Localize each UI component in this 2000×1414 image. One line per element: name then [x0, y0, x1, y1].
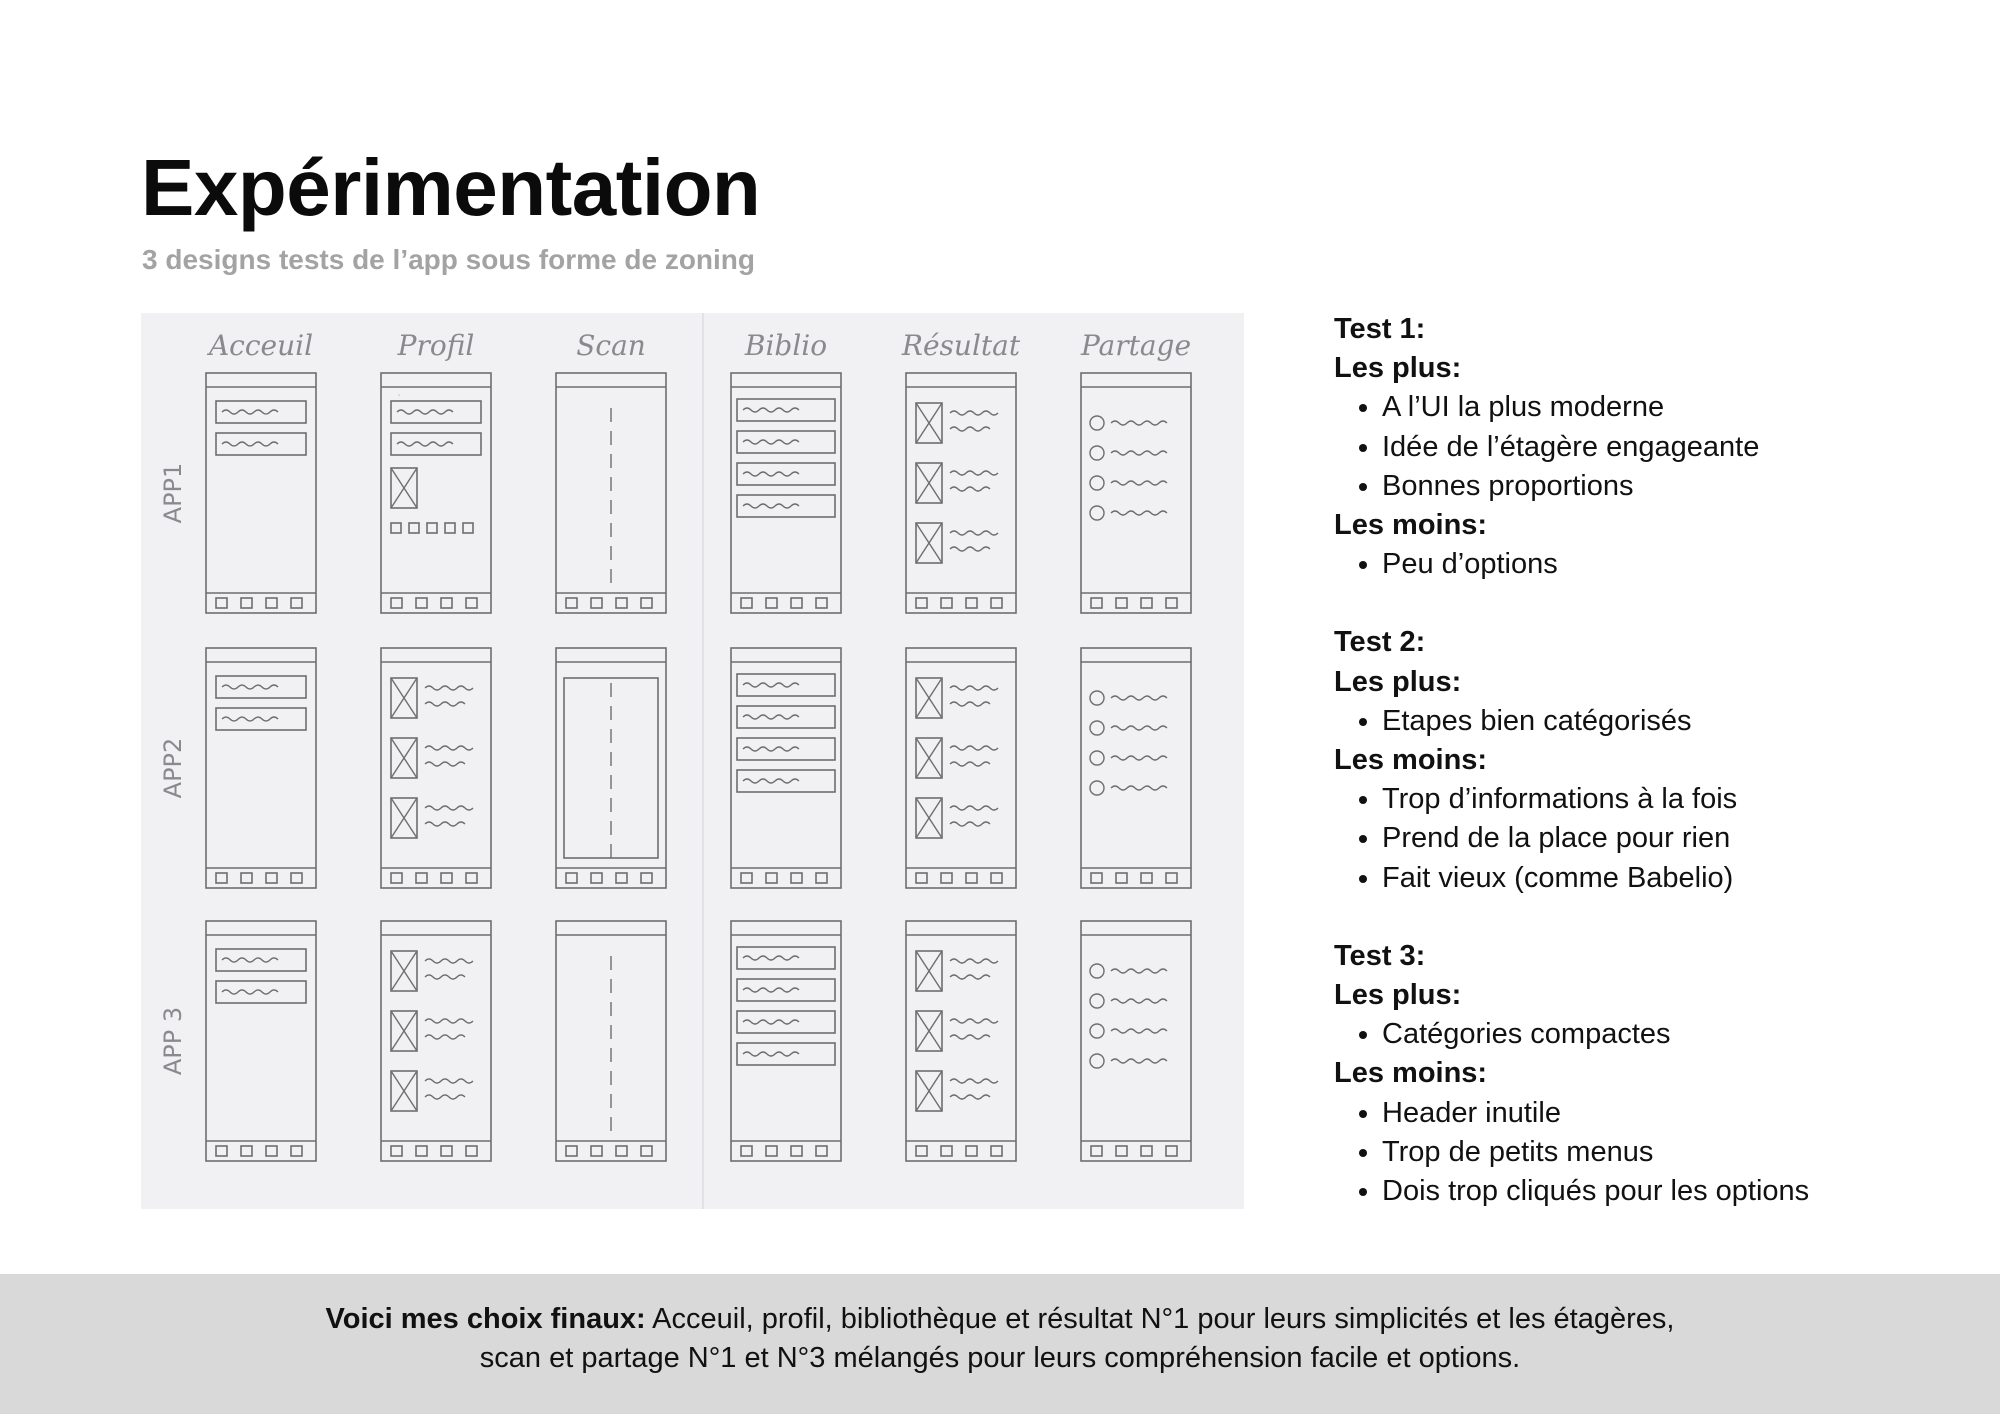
nav-icon-box	[966, 873, 977, 883]
phone-frame	[731, 648, 841, 888]
minus-heading: Les moins:	[1334, 509, 1488, 542]
sketch-scribble	[950, 686, 998, 690]
sketch-scribble	[425, 806, 473, 810]
test-notes	[1334, 310, 1934, 1250]
sketch-scribble	[950, 975, 990, 979]
nav-icon-box	[941, 873, 952, 883]
sketch-scribble	[950, 1095, 990, 1099]
small-button-box	[391, 523, 401, 533]
sketch-scribble	[950, 487, 990, 491]
minus-list	[1334, 545, 1934, 584]
nav-icon-box	[291, 873, 302, 883]
list-item: • Trop de petits menus	[1382, 1133, 1934, 1172]
sketch-scribble	[950, 411, 998, 415]
sketch-scribble	[1111, 481, 1167, 485]
plus-heading: Les plus:	[1334, 979, 1462, 1012]
nav-icon-box	[441, 598, 452, 608]
list-item: • Catégories compactes	[1382, 1015, 1934, 1054]
phone-frame	[1081, 648, 1191, 888]
sketch-scribble	[743, 988, 799, 992]
nav-icon-box	[916, 598, 927, 608]
sketch-scribble	[1111, 451, 1167, 455]
plus-heading: Les plus:	[1334, 665, 1462, 698]
sketch-scribble	[1111, 786, 1167, 790]
nav-icon-box	[766, 598, 777, 608]
sketch-scribble	[425, 746, 473, 750]
list-item: • Trop d’informations à la fois	[1382, 780, 1934, 819]
nav-icon-box	[566, 873, 577, 883]
footer-line-1-text: Acceuil, profil, bibliothèque et résultat N°1 pour leurs simplicités et les étagères,	[645, 1303, 1675, 1335]
sketch-scribble	[222, 958, 278, 962]
nav-icon-box	[216, 1146, 227, 1156]
sketch-circle	[1090, 506, 1104, 520]
nav-icon-box	[1141, 1146, 1152, 1156]
nav-icon-box	[391, 873, 402, 883]
sketch-scribble	[1111, 969, 1167, 973]
plus-list	[1334, 1015, 1934, 1054]
phone-frame	[381, 373, 491, 613]
nav-icon-box	[1141, 873, 1152, 883]
sketch-scribble	[950, 1079, 998, 1083]
sketch-scribble	[425, 1035, 465, 1039]
sketch-scribble	[950, 746, 998, 750]
screen-label: Profil	[397, 329, 475, 362]
nav-icon-box	[1116, 873, 1127, 883]
sketch-scribble	[950, 822, 990, 826]
screen-label: Partage	[1080, 329, 1192, 362]
screen-label: Acceuil	[208, 329, 314, 362]
sketch-scribble	[1111, 999, 1167, 1003]
nav-icon-box	[741, 1146, 752, 1156]
zoning-sketch-photo	[141, 313, 1244, 1209]
sketch-drawing	[141, 313, 1244, 1209]
nav-icon-box	[816, 1146, 827, 1156]
nav-icon-box	[941, 598, 952, 608]
nav-icon-box	[1166, 873, 1177, 883]
sketch-circle	[1090, 416, 1104, 430]
sketch-scribble	[1111, 1029, 1167, 1033]
sketch-scribble	[425, 702, 465, 706]
sketch-scribble	[425, 686, 473, 690]
nav-icon-box	[616, 873, 627, 883]
sketch-scribble	[950, 1019, 998, 1023]
nav-icon-box	[766, 873, 777, 883]
footer-line-1	[0, 1300, 2000, 1339]
test-title: Test 1:	[1334, 313, 1426, 345]
nav-icon-box	[1116, 598, 1127, 608]
sketch-scribble	[425, 975, 465, 979]
minus-heading: Les moins:	[1334, 1057, 1488, 1090]
list-item: • Peu d’options	[1382, 545, 1934, 584]
nav-icon-box	[591, 873, 602, 883]
app-row-label: APP1	[159, 462, 187, 524]
test-title: Test 2:	[1334, 626, 1426, 659]
sketch-scribble	[743, 956, 799, 960]
plus-list	[1334, 388, 1934, 506]
nav-icon-box	[591, 598, 602, 608]
sketch-circle	[1090, 994, 1104, 1008]
app-row-label: APP2	[159, 737, 187, 799]
nav-icon-box	[1166, 598, 1177, 608]
nav-icon-box	[641, 873, 652, 883]
small-button-box	[409, 523, 419, 533]
nav-icon-box	[791, 1146, 802, 1156]
nav-icon-box	[391, 598, 402, 608]
sketch-scribble	[397, 442, 453, 446]
minus-list	[1334, 780, 1934, 898]
sketch-circle	[1090, 476, 1104, 490]
nav-icon-box	[991, 873, 1002, 883]
sketch-scribble	[950, 702, 990, 706]
sketch-scribble	[1111, 696, 1167, 700]
list-item: • Idée de l’étagère engageante	[1382, 428, 1934, 467]
nav-icon-box	[466, 1146, 477, 1156]
sketch-scribble	[222, 410, 278, 414]
nav-icon-box	[791, 873, 802, 883]
nav-icon-box	[291, 598, 302, 608]
footer-conclusion	[0, 1300, 2000, 1378]
phone-frame	[1081, 373, 1191, 613]
list-item: • Fait vieux (comme Babelio)	[1382, 859, 1934, 898]
sketch-scribble	[425, 822, 465, 826]
screen-label: Biblio	[744, 329, 828, 362]
test-title: Test 3:	[1334, 939, 1426, 972]
test-3-notes	[1334, 937, 1934, 1211]
nav-icon-box	[1091, 873, 1102, 883]
phone-frame	[731, 373, 841, 613]
sketch-scribble	[1111, 511, 1167, 515]
list-item: • Prend de la place pour rien	[1382, 819, 1934, 858]
sketch-scribble	[425, 1079, 473, 1083]
sketch-scribble	[222, 442, 278, 446]
nav-icon-box	[416, 873, 427, 883]
minus-heading: Les moins:	[1334, 744, 1488, 777]
nav-icon-box	[816, 598, 827, 608]
nav-icon-box	[791, 598, 802, 608]
nav-icon-box	[216, 873, 227, 883]
nav-icon-box	[816, 873, 827, 883]
sketch-scribble	[397, 410, 453, 414]
nav-icon-box	[616, 1146, 627, 1156]
list-item: • Bonnes proportions	[1382, 467, 1934, 506]
nav-icon-box	[216, 598, 227, 608]
phone-frame	[1081, 921, 1191, 1161]
nav-icon-box	[916, 873, 927, 883]
sketch-scribble	[950, 427, 990, 431]
small-button-box	[463, 523, 473, 533]
nav-icon-box	[741, 873, 752, 883]
nav-icon-box	[641, 1146, 652, 1156]
nav-icon-box	[641, 598, 652, 608]
small-button-box	[427, 523, 437, 533]
sketch-circle	[1090, 781, 1104, 795]
nav-icon-box	[941, 1146, 952, 1156]
sketch-circle	[1090, 691, 1104, 705]
nav-icon-box	[241, 873, 252, 883]
nav-icon-box	[591, 1146, 602, 1156]
nav-icon-box	[966, 598, 977, 608]
nav-icon-box	[616, 598, 627, 608]
nav-icon-box	[466, 873, 477, 883]
sketch-scribble	[743, 715, 799, 719]
sketch-circle	[1090, 751, 1104, 765]
nav-icon-box	[241, 598, 252, 608]
sketch-circle	[1090, 446, 1104, 460]
sketch-scribble	[425, 762, 465, 766]
sketch-scribble	[743, 472, 799, 476]
nav-icon-box	[441, 1146, 452, 1156]
sketch-scribble	[222, 717, 278, 721]
screen-label: Résultat	[901, 329, 1021, 362]
nav-icon-box	[1141, 598, 1152, 608]
sketch-scribble	[1111, 1059, 1167, 1063]
nav-icon-box	[266, 1146, 277, 1156]
list-item: • Dois trop cliqués pour les options	[1382, 1172, 1934, 1211]
sketch-scribble	[950, 471, 998, 475]
page-title: Expérimentation	[141, 143, 761, 232]
sketch-scribble	[425, 959, 473, 963]
nav-icon-box	[566, 598, 577, 608]
list-item: • Etapes bien catégorisés	[1382, 702, 1934, 741]
nav-icon-box	[991, 1146, 1002, 1156]
nav-icon-box	[266, 873, 277, 883]
sketch-scribble	[1111, 726, 1167, 730]
sketch-scribble	[743, 440, 799, 444]
sketch-scribble	[425, 1095, 465, 1099]
phone-frame	[206, 373, 316, 613]
sketch-scribble	[425, 1019, 473, 1023]
app-row-label: APP 3	[159, 1006, 187, 1076]
sketch-scribble	[950, 531, 998, 535]
sketch-scribble	[743, 747, 799, 751]
nav-icon-box	[291, 1146, 302, 1156]
sketch-scribble	[743, 1052, 799, 1056]
footer-lead: Voici mes choix finaux:	[325, 1303, 646, 1335]
sketch-circle	[1090, 1024, 1104, 1038]
nav-icon-box	[266, 598, 277, 608]
nav-icon-box	[991, 598, 1002, 608]
sketch-scribble	[222, 685, 278, 689]
sketch-circle	[1090, 721, 1104, 735]
sketch-scribble	[1111, 756, 1167, 760]
nav-icon-box	[766, 1146, 777, 1156]
page-subtitle: 3 designs tests de l’app sous forme de zoning	[142, 244, 756, 275]
plus-heading: Les plus:	[1334, 352, 1462, 385]
phone-frame	[206, 921, 316, 1161]
sketch-scribble	[743, 1020, 799, 1024]
sketch-circle	[1090, 964, 1104, 978]
sketch-scribble	[950, 959, 998, 963]
nav-icon-box	[566, 1146, 577, 1156]
nav-icon-box	[1116, 1146, 1127, 1156]
nav-icon-box	[241, 1146, 252, 1156]
small-button-box	[445, 523, 455, 533]
sketch-scribble	[743, 779, 799, 783]
sketch-circle	[1090, 1054, 1104, 1068]
sketch-scribble	[743, 683, 799, 687]
list-item: • Header inutile	[1382, 1094, 1934, 1133]
nav-icon-box	[466, 598, 477, 608]
sketch-scribble	[743, 504, 799, 508]
nav-icon-box	[441, 873, 452, 883]
sketch-scribble	[950, 806, 998, 810]
sketch-scribble	[1111, 421, 1167, 425]
nav-icon-box	[1091, 598, 1102, 608]
sketch-scribble	[950, 762, 990, 766]
screen-label: Scan	[576, 329, 646, 362]
nav-icon-box	[416, 598, 427, 608]
nav-icon-box	[916, 1146, 927, 1156]
minus-list	[1334, 1094, 1934, 1212]
sketch-scribble	[222, 990, 278, 994]
test-2-notes	[1334, 623, 1934, 897]
nav-icon-box	[741, 598, 752, 608]
nav-icon-box	[966, 1146, 977, 1156]
plus-list	[1334, 702, 1934, 741]
nav-icon-box	[1091, 1146, 1102, 1156]
phone-frame	[731, 921, 841, 1161]
footer-line-2: scan et partage N°1 et N°3 mélangés pour leurs compréhension facile et options.	[479, 1342, 1521, 1374]
nav-icon-box	[1166, 1146, 1177, 1156]
phone-frame	[206, 648, 316, 888]
list-item: • A l’UI la plus moderne	[1382, 388, 1934, 427]
test-1-notes	[1334, 310, 1934, 584]
sketch-scribble	[950, 547, 990, 551]
sketch-scribble	[950, 1035, 990, 1039]
nav-icon-box	[391, 1146, 402, 1156]
nav-icon-box	[416, 1146, 427, 1156]
sketch-scribble	[743, 408, 799, 412]
